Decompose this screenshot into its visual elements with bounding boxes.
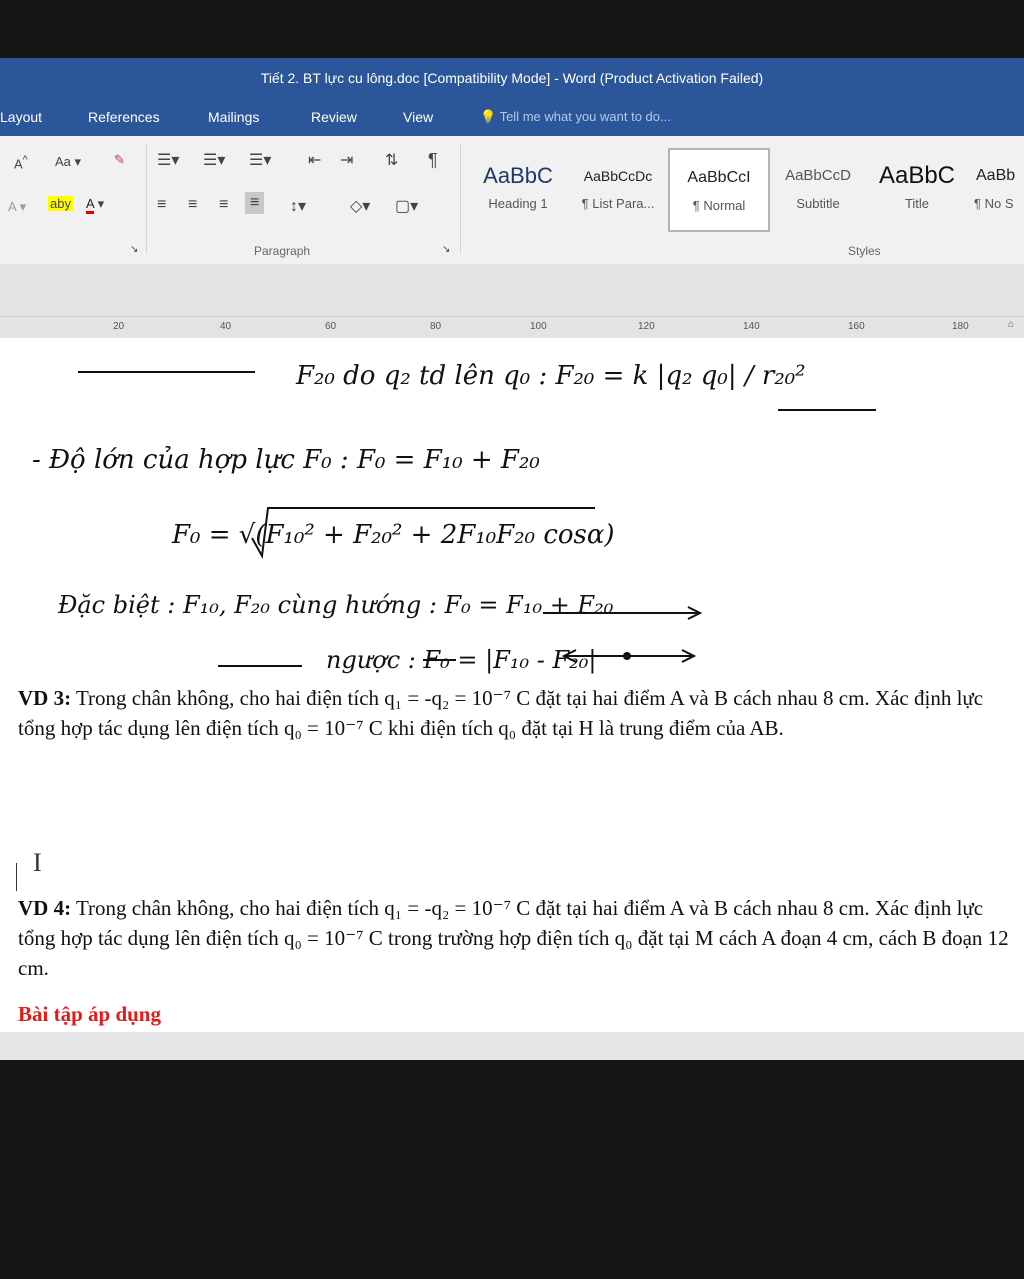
justify-icon[interactable]: ≡	[245, 192, 264, 214]
tab-review[interactable]: Review	[311, 109, 357, 125]
styles-group-label: Styles	[848, 244, 881, 258]
handwriting-line-3: F₀ = √(F₁₀² + F₂₀² + 2F₁₀F₂₀ cosα)	[172, 520, 615, 550]
style-list-paragraph[interactable]	[569, 148, 667, 228]
font-color-button[interactable]: A ▾	[86, 196, 104, 212]
example-3-paragraph	[18, 683, 1018, 743]
style-sample: AaBbCcI	[687, 169, 751, 186]
sort-icon[interactable]: ⇅	[385, 152, 399, 169]
style-normal[interactable]	[668, 148, 770, 232]
font-dialog-launcher-icon[interactable]: ↘	[130, 244, 139, 255]
align-center-icon[interactable]: ≡	[188, 196, 198, 213]
text-cursor-icon: I	[33, 848, 42, 877]
shading-icon[interactable]: ◇▾	[350, 198, 371, 215]
style-sample: AaBbC	[483, 163, 553, 188]
clear-format-icon[interactable]: ✎	[114, 152, 125, 167]
lightbulb-icon: 💡	[480, 109, 497, 124]
style-name: ¶ Normal	[692, 198, 746, 213]
tell-me-text: Tell me what you want to do...	[499, 109, 671, 124]
ruler-mark: 160	[848, 321, 865, 332]
show-marks-icon[interactable]: ¶	[428, 150, 438, 170]
title-bar	[0, 58, 1024, 100]
style-sample: AaBbCcD	[785, 167, 851, 184]
align-left-icon[interactable]: ≡	[157, 196, 167, 213]
borders-icon[interactable]: ▢▾	[395, 198, 419, 215]
tab-view[interactable]: View	[403, 109, 434, 125]
decrease-indent-icon[interactable]: ⇤	[308, 152, 322, 169]
horizontal-scrollbar[interactable]	[0, 1032, 1024, 1060]
style-sample: AaBbC	[878, 162, 956, 189]
example-4-paragraph	[18, 893, 1018, 983]
horizontal-ruler[interactable]	[0, 316, 1024, 340]
style-title[interactable]	[868, 148, 966, 228]
style-name: ¶ List Para...	[581, 196, 655, 211]
line-spacing-icon[interactable]: ↕▾	[290, 198, 307, 215]
example-3-label: VD 3:	[18, 686, 72, 710]
ruler-mark: 100	[530, 321, 547, 332]
multilevel-list-icon[interactable]: ☰▾	[249, 152, 272, 169]
paragraph-group-label: Paragraph	[254, 244, 311, 258]
handwriting-line-5: ngược : F₀ = |F₁₀ - F₂₀|	[326, 646, 597, 674]
handwritten-notes	[0, 338, 1024, 683]
handwriting-line-4: Đặc biệt : F₁₀, F₂₀ cùng hướng : F₀ = F₁₀ + F₂₀	[58, 591, 614, 619]
style-heading-1[interactable]	[469, 148, 567, 228]
example-4-text: Trong chân không, cho hai điện tích q₁ = -q₂ = 10⁻⁷ C đặt tại hai điểm A và B cách nhau 8 cm. Xác định lực tổng hợp tác dụng lên điện tích q₀ = 10⁻⁷ C trong trường hợp điện tích q₀ đặt tại M cách A đoạn 4 cm, cách B đoạn 12 cm.	[18, 896, 1009, 980]
ribbon	[0, 136, 1024, 265]
ruler-mark: 40	[220, 321, 232, 332]
separator	[146, 144, 147, 254]
handwriting-line-2: - Độ lớn của hợp lực F₀ : F₀ = F₁₀ + F₂₀	[32, 445, 540, 475]
ruler-mark: 120	[638, 321, 655, 332]
bullets-icon[interactable]: ☰▾	[157, 152, 180, 169]
highlight-button[interactable]	[48, 196, 73, 211]
style-sample: AaBbCcDc	[583, 168, 653, 184]
grow-font-button[interactable]: A^	[14, 154, 28, 172]
ribbon-gap	[0, 264, 1024, 316]
align-right-icon[interactable]: ≡	[219, 196, 229, 213]
separator	[460, 144, 461, 254]
style-subtitle[interactable]	[769, 148, 867, 228]
style-name: Title	[904, 196, 930, 211]
ribbon-tabs	[0, 100, 1024, 136]
style-name: Subtitle	[796, 196, 840, 211]
example-4-label: VD 4:	[18, 896, 72, 920]
section-heading: Bài tập áp dụng	[18, 1002, 161, 1026]
paragraph-dialog-launcher-icon[interactable]: ↘	[442, 244, 451, 255]
insertion-caret	[16, 863, 17, 891]
font-color-label: A	[86, 196, 94, 214]
handwriting-line-1: F₂₀ do q₂ td lên q₀ : F₂₀ = k |q₂ q₀| / r₂₀²	[296, 361, 806, 391]
change-case-button[interactable]: Aa ▾	[55, 154, 82, 169]
ruler-mark: 20	[113, 321, 125, 332]
ruler-mark: 60	[325, 321, 337, 332]
example-3-text: Trong chân không, cho hai điện tích q₁ = -q₂ = 10⁻⁷ C đặt tại hai điểm A và B cách nhau 8 cm. Xác định lực tổng hợp tác dụng lên điện tích q₀ = 10⁻⁷ C khi điện tích q₀ đặt tại H là trung điểm của AB.	[18, 686, 984, 740]
ruler-mark: 80	[430, 321, 442, 332]
tab-layout[interactable]: Layout	[0, 109, 43, 125]
increase-indent-icon[interactable]: ⇥	[340, 152, 354, 169]
tab-mailings[interactable]: Mailings	[208, 109, 260, 125]
text-effects-icon[interactable]: A ▾	[8, 199, 27, 214]
right-indent-marker-icon[interactable]: ⌂	[1008, 319, 1015, 330]
tab-references[interactable]: References	[88, 109, 160, 125]
style-name: Heading 1	[488, 196, 548, 211]
document-page[interactable]	[0, 338, 1024, 1032]
tell-me-box[interactable]	[480, 109, 671, 125]
style-name: ¶ No S	[974, 196, 1014, 211]
window-title: Tiết 2. BT lực cu lông.doc [Compatibility Mode] - Word (Product Activation Failed)	[260, 70, 764, 86]
ruler-mark: 180	[952, 321, 969, 332]
charge-point	[623, 652, 631, 660]
grow-font-label: A	[14, 156, 23, 172]
style-no-spacing[interactable]	[968, 148, 1024, 228]
style-sample: AaBb	[976, 167, 1016, 184]
change-case-label: Aa	[55, 154, 71, 169]
ruler-mark: 140	[743, 321, 760, 332]
highlight-label: aby	[50, 196, 71, 211]
numbering-icon[interactable]: ☰▾	[203, 152, 226, 169]
